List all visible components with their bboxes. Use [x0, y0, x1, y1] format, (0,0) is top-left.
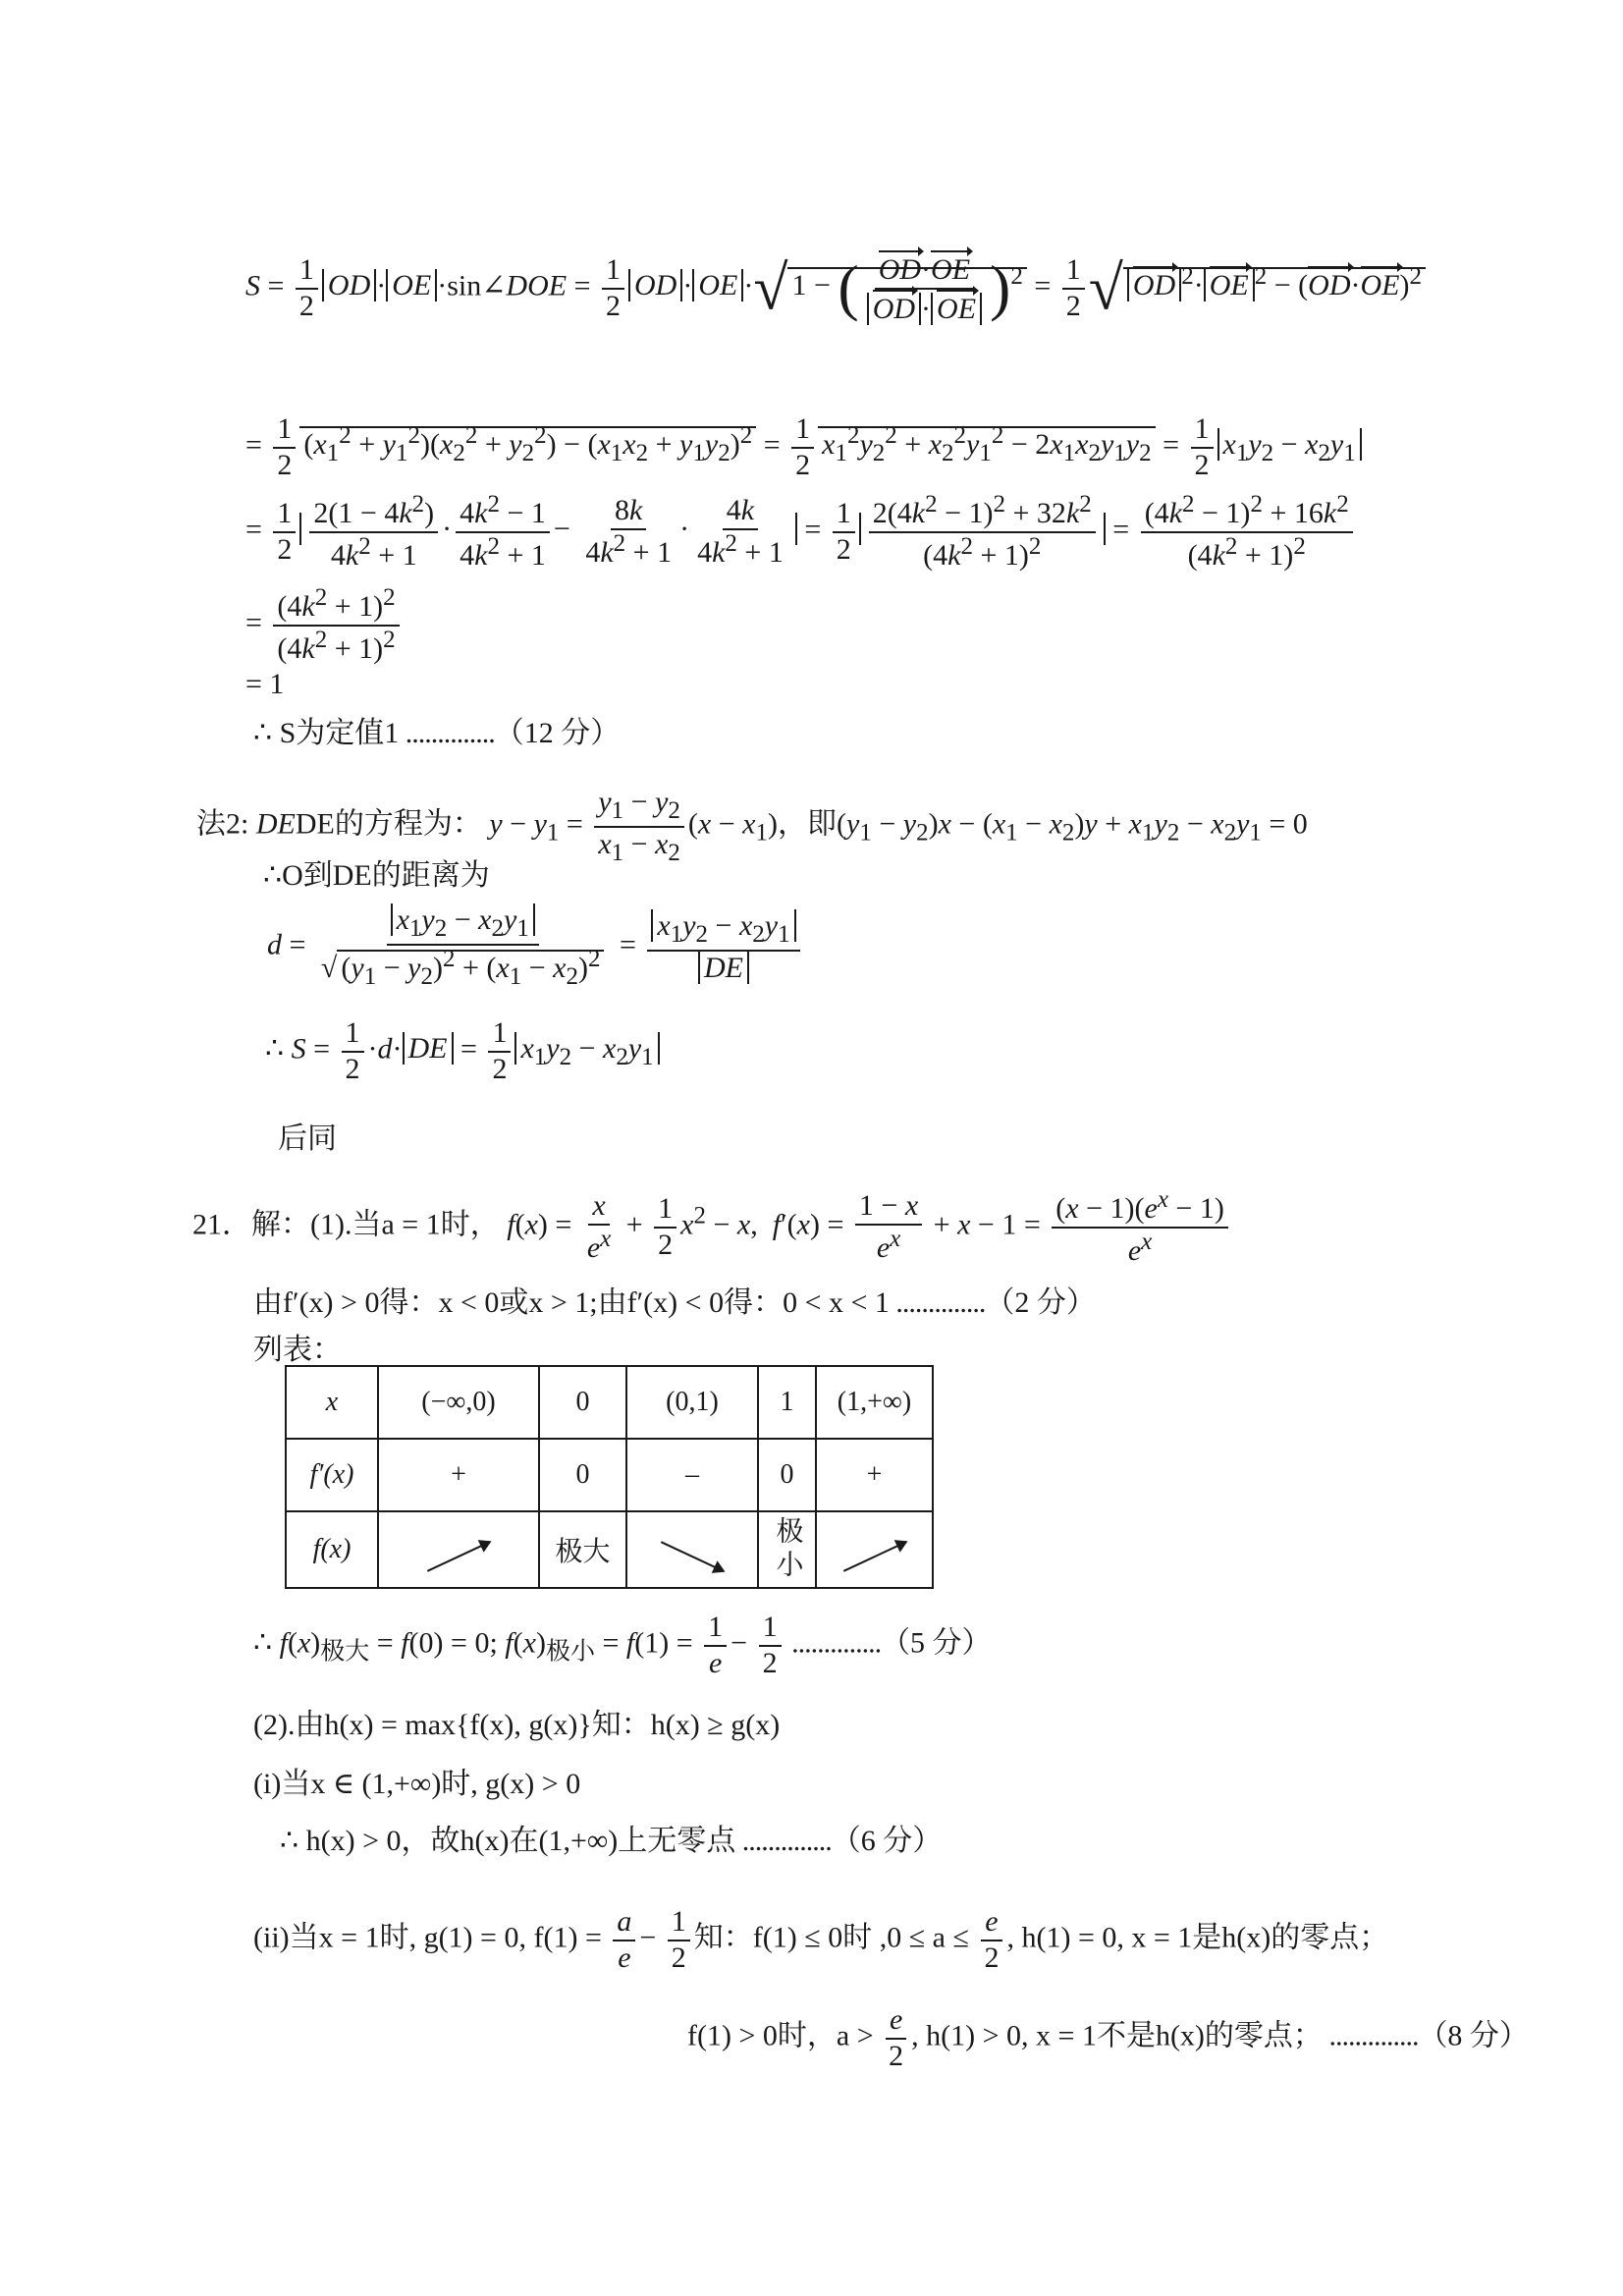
extrema-line: ∴ $f(x)_{极大} = f(0) = 0$; $f(x)_{极小} = f(1)$ = $\frac{1}{e}$ − $\frac{1}{2}$ ..............（5 分）: [253, 1611, 992, 1679]
area-simplify-line: = $\frac{(4k^2 + 1)^2}{(4k^2 + 1)^2}$: [245, 584, 404, 666]
conclusion-text: ∴ S为定值1: [253, 717, 400, 749]
decreasing-arrow-icon: [661, 1541, 724, 1571]
case2-text-a: (ii)当x = 1时, g(1) = 0, f(1) =: [253, 1921, 602, 1954]
area-formula-line: S = $\frac{1}{2}$ OD · OE ·sin∠DOE = $\frac{1}{2}$ OD · OE ·√ 1 − ( $\frac{OD\cdot OE}{OD \cdot OE}$ )$^2$ = $\frac{1}{2}$ √ OD $^2$· OE $^2 - (OD\cdot OE)^2$: [245, 250, 1426, 326]
q21-number: 21．: [192, 1208, 251, 1241]
score-6: （6 分）: [831, 1825, 943, 1857]
same-after: 后同: [278, 1122, 337, 1155]
increasing-arrow-icon: [842, 1541, 905, 1571]
method2-eq2-text: 即: [807, 807, 837, 841]
monotonicity-table: [285, 1365, 934, 1589]
method2-line: 法2: DEDE的方程为： $y - y_1$ = $\frac{y_1 - y_2}{x_1 - x_2}$ $(x - x_1)$，即$(y_1 - y_2)x - (x_1 - x_2)y + x_1y_2 - x_2y_1 = 0$: [196, 786, 1308, 866]
conclusion-line: ∴ S为定值1 ..............（12 分）: [253, 717, 621, 749]
case1-conclusion: ∴ h(x) > 0，故h(x)在(1,+∞)上无零点: [280, 1825, 736, 1857]
score-5: （5 分）: [881, 1626, 992, 1660]
table-label: 列表：: [253, 1334, 342, 1366]
case2-text-b: 知：f(1) ≤ 0时 ,0 ≤ a ≤: [693, 1921, 969, 1954]
case2-line: (ii)当x = 1时, g(1) = 0, f(1) = $\frac{a}{e}$ − $\frac{1}{2}$ 知：f(1) ≤ 0时 ,0 ≤ a ≤ $\frac{e}{2}$ , h(1) = 0, x = 1是h(x)的零点；: [253, 1905, 1389, 1974]
table-row: f(x) 极大 极小: [286, 1511, 933, 1588]
case2b-line: f(1) > 0时，a > $\frac{e}{2}$ , h(1) > 0, x = 1不是h(x)的零点； ..............（8 分）: [687, 2003, 1529, 2072]
distance-heading: ∴O到DE的距离为: [263, 859, 490, 892]
case2-text-c: , h(1) = 0, x = 1是h(x)的零点；: [1006, 1921, 1389, 1954]
q21-line: 21．解：(1).当a = 1时， f(x) = $\frac{x}{e^x}$ + $\frac{1}{2}$ $x^2 - x$, f′(x) = $\frac{1 - x}{e^x}$ + x − 1 = $\frac{(x - 1)(e^x - 1)}{e^x}$: [192, 1186, 1232, 1268]
area-substitution-line: = $\frac{1}{2}$ $\frac{2(1 - 4k^2)}{4k^2 + 1}$ · $\frac{4k^2 - 1}{4k^2 + 1}$ − $\frac{8k}{4k^2 + 1}$ · $\frac{4k}{4k^2 + 1}$ = $\frac{1}{2}$ $\frac{2(4k^2 - 1)^2 + 32k^2}{(4k^2 + 1)^2}$ = $\frac{(4k^2 - 1)^2 + 16k^2}{(4k^2 + 1)^2}$: [245, 491, 1357, 573]
case1-line: (i)当x ∈ (1,+∞)时, g(x) > 0: [253, 1768, 581, 1800]
q21-intro: 解：(1).当: [251, 1208, 382, 1241]
increasing-arrow-icon: [427, 1541, 490, 1571]
monotonic-text: 由f′(x) > 0得：x < 0或x > 1;由f′(x) < 0得：0 < x < 1: [253, 1286, 890, 1319]
case1-conclusion-line: ∴ h(x) > 0，故h(x)在(1,+∞)上无零点 ..............（6 分）: [280, 1825, 943, 1857]
q21-cond: a = 1时，: [381, 1208, 500, 1241]
area-result-line: = 1: [245, 668, 285, 700]
method2-eq-text: DE的方程为：: [295, 807, 482, 841]
area-method2-formula: ∴ S = $\frac{1}{2}$ ·d· DE = $\frac{1}{2}$ $x_1y_2 - x_2y_1$: [265, 1016, 660, 1086]
case2b-text-b: , h(1) > 0, x = 1不是h(x)的零点；: [911, 2019, 1323, 2052]
score-12: （12 分）: [494, 717, 621, 749]
score-8: （8 分）: [1418, 2019, 1529, 2052]
area-expansion-line: = $\frac{1}{2}$ $(x_1^2 + y_1^2)(x_2^2 + y_2^2) - (x_1x_2 + y_1y_2)^2$ = $\frac{1}{2}$ $x_1^2y_2^2 + x_2^2y_1^2 - 2x_1x_2y_1y_2$ = $\frac{1}{2}$ $x_1y_2 - x_2y_1$: [245, 412, 1362, 482]
part2-line: (2).由h(x) = max{f(x), g(x)}知：h(x) ≥ g(x): [253, 1709, 781, 1741]
distance-formula: d = $\frac{x_1y_2 - x_2y_1}{√ (y_1 - y_2)^2 + (x_1 - x_2)^2}$ = $\frac{x_1y_2 - x_2y_1}{DE}$: [267, 903, 804, 992]
method2-label: 法2:: [196, 807, 249, 841]
table-row: f′(x) + 0 – 0 +: [286, 1439, 933, 1511]
case2b-text-a: f(1) > 0时，a >: [687, 2019, 874, 2052]
score-2: （2 分）: [985, 1286, 1096, 1319]
table-row: x (−∞,0) 0 (0,1) 1 (1,+∞): [286, 1366, 933, 1439]
monotonic-line: 由f′(x) > 0得：x < 0或x > 1;由f′(x) < 0得：0 < x < 1 ..............（2 分）: [253, 1286, 1096, 1319]
